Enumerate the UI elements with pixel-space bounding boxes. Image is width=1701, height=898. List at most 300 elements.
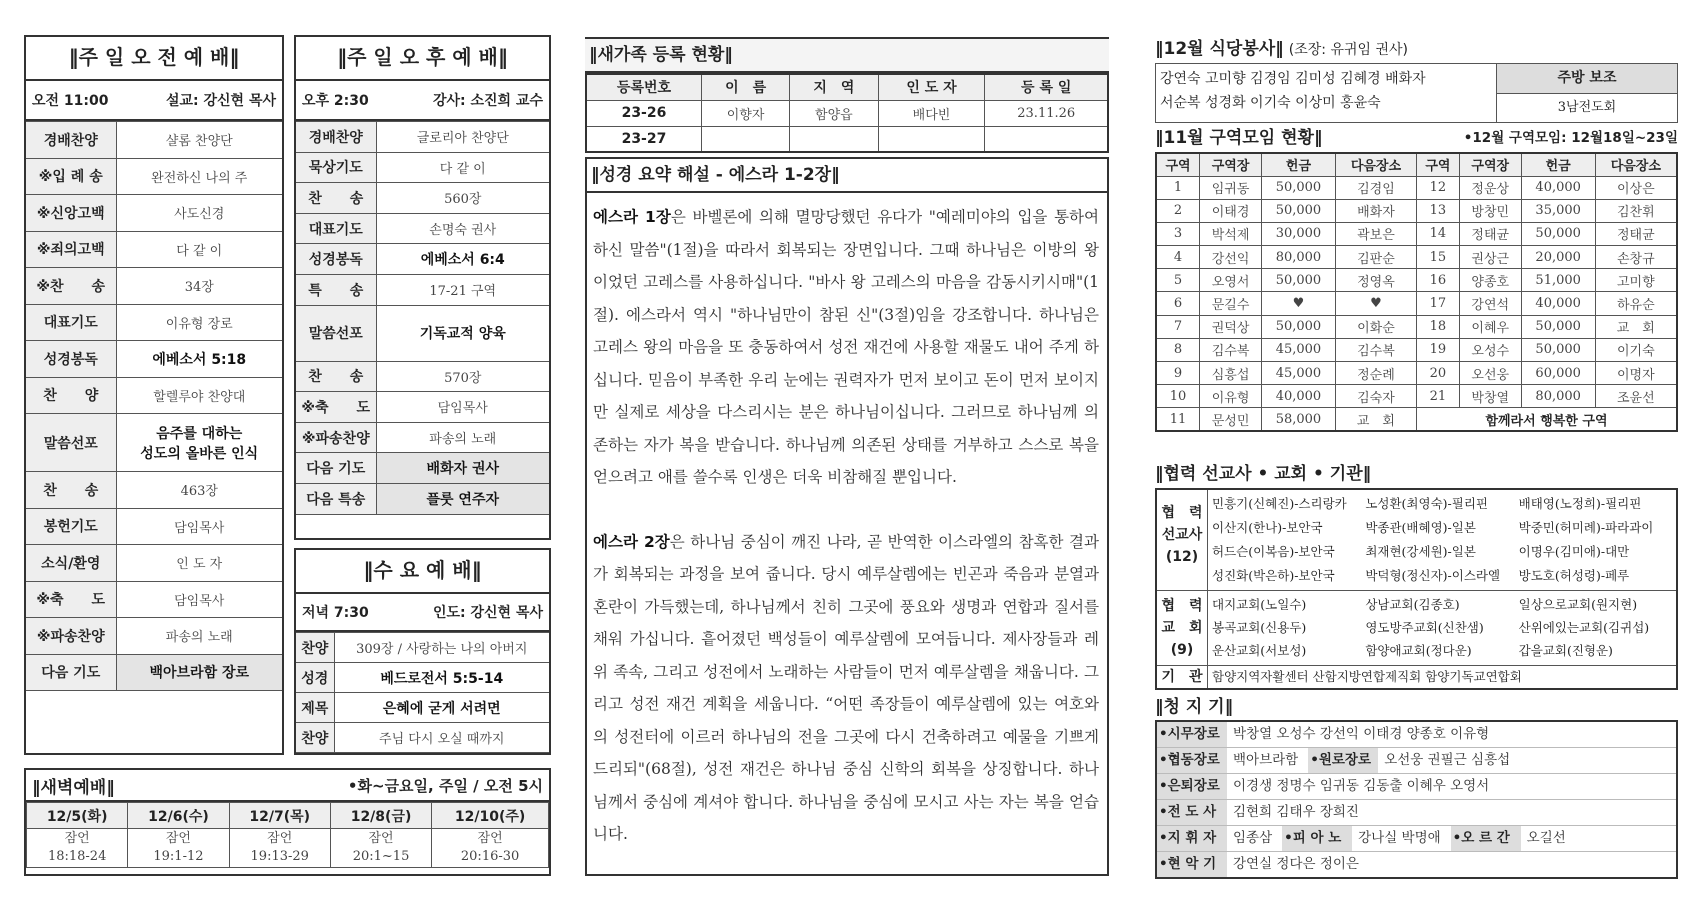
district-cell: 오선웅 — [1459, 362, 1521, 385]
new-family-cell: 23-26 — [586, 100, 701, 126]
dawn-verse: 19:1-12 — [153, 849, 204, 864]
new-family-cell — [985, 126, 1108, 152]
order-label: ※축 도 — [296, 392, 376, 423]
order-value: 17-21 구역 — [376, 274, 549, 305]
order-value: 손명숙 권사 — [376, 213, 549, 244]
district-cell: 권상근 — [1459, 246, 1521, 269]
order-value: 담임목사 — [116, 508, 282, 545]
officer-row — [1157, 852, 1676, 877]
new-family-cell: 23.11.26 — [985, 100, 1108, 126]
district-cell: 30,000 — [1262, 222, 1336, 245]
morning-worship-title: ‖주 일 오 전 예 배‖ — [26, 37, 282, 81]
district-cell: 6 — [1156, 292, 1200, 315]
district-cell: 13 — [1416, 199, 1459, 222]
org-row — [1157, 666, 1676, 688]
officer-label: •협동장로 — [1157, 748, 1227, 773]
morning-order-table — [26, 121, 282, 691]
district-title: ‖11월 구역모임 현황‖ — [1155, 128, 1323, 148]
mission-entry: 봉곡교회(신용두) — [1212, 620, 1307, 635]
district-cell: 18 — [1416, 315, 1459, 338]
district-col-header: 다음장소 — [1335, 153, 1416, 176]
order-label: 말씀선포 — [296, 305, 376, 361]
district-cell: 19 — [1416, 338, 1459, 361]
district-cell: 40,000 — [1521, 292, 1595, 315]
order-label: 말씀선포 — [26, 414, 116, 472]
kitchen-header — [1155, 35, 1678, 63]
officer-label: •피 아 노 — [1282, 826, 1352, 851]
officer-label: •전 도 사 — [1157, 800, 1227, 825]
district-row — [1156, 338, 1677, 361]
bible-ezra-1-text: 은 바벨론에 의해 멸망당했던 유다가 "예레미야의 입을 통하여 하신 말씀"(1절)을 따라서 회복되는 장면입니다. 그때 하나님은 이방의 왕이었던 고레스를 사용하십니다. "바사 왕 고레스의 마음을 감동시키시매"(1절). 에스라서 역시 "하나님만이 참된 신"(3절)임을 강조합니다. 하나님은 고레스 왕의 마음을 또 충동하여서 성전 재건에 사용할 재물도 내어 주게 하십니다. 믿음이 부족한 우리 눈에는 권력자가 먼저 보이고 돈이 먼저 보이지만 실제로 세상을 다스리시는 분은 하나님이십니다. 그러므로 하나님께 의존하는 자가 복을 받습니다. 하나님께 의존된 상태를 거부하고 스스로 복을 얻으려고 애를 쓸수록 인생은 더욱 비참해질 뿐입니다. — [593, 208, 1099, 486]
district-cell: 교 회 — [1335, 408, 1416, 431]
mission-entry: 일상으로교회(원지현) — [1518, 597, 1638, 612]
district-cell: 오영서 — [1200, 269, 1262, 292]
district-col-header: 헌금 — [1262, 153, 1336, 176]
district-cell: 정순례 — [1335, 362, 1416, 385]
officers-title: ‖청 지 기‖ — [1155, 697, 1234, 717]
kitchen-names — [1156, 64, 1497, 122]
order-label: 다음 기도 — [296, 453, 376, 484]
bible-ezra-1-heading: 에스라 1장 — [593, 208, 671, 226]
district-cell: 1 — [1156, 176, 1200, 199]
order-value: 담임목사 — [376, 392, 549, 423]
district-cell: 3 — [1156, 222, 1200, 245]
district-cell: 10 — [1156, 385, 1200, 408]
order-label: ※파송찬양 — [296, 422, 376, 453]
district-cell: 15 — [1416, 246, 1459, 269]
dawn-reading — [432, 829, 549, 868]
mission-section — [1155, 460, 1678, 692]
order-value: 다 같 이 — [376, 152, 549, 183]
new-family-cell: 함양읍 — [790, 100, 878, 126]
kitchen-title: ‖12월 식당봉사‖ — [1155, 39, 1284, 59]
district-col-header: 구역장 — [1459, 153, 1521, 176]
morning-worship-header — [26, 81, 282, 121]
mission-entry: 박종관(배혜영)-일본 — [1365, 520, 1476, 535]
dawn-day: 12/7(목) — [229, 803, 330, 829]
officer-names: 김현희 김태우 장희진 — [1233, 804, 1359, 820]
officer-names: 백아브라함 — [1233, 752, 1299, 768]
order-label: 성경봉독 — [26, 341, 116, 378]
new-family-row — [586, 100, 1108, 126]
order-row — [26, 341, 282, 378]
order-label: ※신앙고백 — [26, 195, 116, 232]
order-value: 베드로전서 5:5-14 — [334, 663, 549, 693]
district-cell: 박석제 — [1200, 222, 1262, 245]
dawn-reading — [229, 829, 330, 868]
new-family-header — [586, 74, 1108, 100]
district-cell: 2 — [1156, 199, 1200, 222]
mission-entry: 박중민(허미례)-파라과이 — [1518, 520, 1654, 535]
new-family-cell — [878, 126, 985, 152]
officers-section — [1155, 694, 1678, 878]
order-row — [26, 195, 282, 232]
order-label: 찬 양 — [26, 377, 116, 414]
mission-grid-row — [1212, 492, 1672, 516]
dawn-verse: 20:16-30 — [460, 849, 520, 864]
new-family-table — [585, 73, 1109, 153]
order-row — [296, 213, 549, 244]
order-label: ※축 도 — [26, 581, 116, 618]
afternoon-time: 오후 2:30 — [302, 93, 369, 109]
district-cell: 50,000 — [1262, 199, 1336, 222]
district-col-header: 다음장소 — [1595, 153, 1677, 176]
order-row — [296, 483, 549, 514]
order-value: 기독교적 양육 — [376, 305, 549, 361]
mission-entry: 대지교회(노일수) — [1212, 597, 1307, 612]
district-row — [1156, 315, 1677, 338]
district-cell: 40,000 — [1262, 385, 1336, 408]
order-row — [26, 472, 282, 509]
order-row — [26, 654, 282, 691]
org-label: 기 관 — [1157, 666, 1208, 688]
order-row — [296, 453, 549, 484]
bible-summary-title: ‖성경 요약 해설 - 에스라 1-2장‖ — [587, 159, 1107, 193]
district-cell: 21 — [1416, 385, 1459, 408]
mission-title: ‖협력 선교사 • 교회 • 기관‖ — [1155, 464, 1372, 484]
kitchen-names-row-1: 강연숙 고미향 김경임 김미성 김혜경 배화자 — [1160, 71, 1426, 87]
district-cell: 이기숙 — [1595, 338, 1677, 361]
officer-names: 오선웅 권필근 심흥섭 — [1384, 752, 1511, 768]
dawn-worship-title: ‖새벽예배‖ — [32, 777, 115, 798]
afternoon-worship-box — [294, 35, 551, 540]
dawn-verse: 18:18-24 — [47, 849, 107, 864]
order-label: 성경봉독 — [296, 244, 376, 275]
officers-table — [1155, 720, 1678, 879]
mission-grid-row — [1212, 540, 1672, 564]
district-cell: 이혜우 — [1459, 315, 1521, 338]
church-row — [1157, 591, 1676, 666]
order-label: ※죄의고백 — [26, 231, 116, 268]
dawn-table — [26, 802, 549, 868]
mission-entry: 민흥기(신혜진)-스리랑카 — [1212, 496, 1347, 511]
district-cell: 5 — [1156, 269, 1200, 292]
order-label: 특 송 — [296, 274, 376, 305]
dawn-schedule: •화~금요일, 주일 / 오전 5시 — [347, 776, 543, 795]
dawn-book: 잠언 — [368, 831, 394, 846]
district-footer: 함께라서 행복한 구역 — [1416, 408, 1677, 431]
district-cell: 80,000 — [1521, 385, 1595, 408]
kitchen-table — [1155, 63, 1678, 123]
officer-row — [1157, 800, 1676, 826]
district-cell: 45,000 — [1262, 338, 1336, 361]
wednesday-time: 저녁 7:30 — [302, 605, 369, 621]
bible-paragraph-1 — [593, 201, 1099, 494]
order-row — [296, 422, 549, 453]
district-cell: 45,000 — [1262, 362, 1336, 385]
officer-label: •시무장로 — [1157, 722, 1227, 747]
district-cell: 7 — [1156, 315, 1200, 338]
order-row — [26, 414, 282, 472]
district-col-header: 구역장 — [1200, 153, 1262, 176]
dawn-reading — [330, 829, 431, 868]
order-value: 담임목사 — [116, 581, 282, 618]
officer-names: 이경생 정명수 임귀동 김동출 이혜우 오영서 — [1233, 778, 1490, 794]
order-label: ※파송찬양 — [26, 618, 116, 655]
district-cell: 배화자 — [1335, 199, 1416, 222]
new-family-cell: 배다빈 — [878, 100, 985, 126]
bible-summary-text — [587, 193, 1107, 851]
mission-grid-row — [1212, 593, 1672, 616]
order-label: 제목 — [296, 693, 334, 723]
district-col-header: 구역 — [1416, 153, 1459, 176]
order-label: 다음 특송 — [296, 483, 376, 514]
mission-entry: 허드슨(이복음)-보안국 — [1212, 544, 1335, 559]
district-cell: 심흥섭 — [1200, 362, 1262, 385]
org-list: 함양지역자활센터 산함지방연합제직회 함양기독교연합회 — [1212, 669, 1522, 684]
order-value: 백아브라함 장로 — [116, 654, 282, 691]
new-family-title: ‖새가족 등록 현황‖ — [585, 37, 1109, 73]
order-row — [26, 545, 282, 582]
morning-worship-box — [24, 35, 284, 755]
order-value: 309장 / 사랑하는 나의 아버지 — [334, 633, 549, 663]
district-cell: ♥ — [1335, 292, 1416, 315]
district-cell: 80,000 — [1262, 246, 1336, 269]
order-value: 파송의 노래 — [116, 618, 282, 655]
order-row — [26, 122, 282, 159]
officer-names: 박창열 오성수 강선익 이태경 양종호 이유형 — [1233, 726, 1490, 742]
order-value: 음주를 대하는 성도의 올바른 인식 — [116, 414, 282, 472]
district-cell: 교 회 — [1595, 315, 1677, 338]
morning-time: 오전 11:00 — [32, 93, 109, 109]
dawn-day: 12/6(수) — [128, 803, 229, 829]
district-cell: 정운상 — [1459, 176, 1521, 199]
district-cell: 방창민 — [1459, 199, 1521, 222]
order-row — [26, 581, 282, 618]
district-cell: 강선익 — [1200, 246, 1262, 269]
morning-preacher: 설교: 강신현 목사 — [165, 93, 276, 109]
missionary-row — [1157, 490, 1676, 591]
order-value: 463장 — [116, 472, 282, 509]
bible-paragraph-2 — [593, 526, 1099, 851]
district-row — [1156, 246, 1677, 269]
dawn-day: 12/10(주) — [432, 803, 549, 829]
order-row — [296, 122, 549, 153]
district-cell: 오성수 — [1459, 338, 1521, 361]
officer-label: •오 르 간 — [1451, 826, 1521, 851]
order-row — [296, 663, 549, 693]
officer-row — [1157, 722, 1676, 748]
dawn-reading — [128, 829, 229, 868]
new-family-row — [586, 126, 1108, 152]
officer-names: 강연실 정다은 정이은 — [1233, 856, 1359, 872]
order-value: 34장 — [116, 268, 282, 305]
district-cell: 40,000 — [1521, 176, 1595, 199]
district-cell: 김찬휘 — [1595, 199, 1677, 222]
district-cell: 정영옥 — [1335, 269, 1416, 292]
order-row — [26, 231, 282, 268]
new-family-col-header: 등록번호 — [586, 74, 701, 100]
afternoon-worship-title: ‖주 일 오 후 예 배‖ — [296, 37, 549, 81]
dawn-book: 잠언 — [267, 831, 293, 846]
missionary-list — [1208, 490, 1676, 590]
district-cell: 김수복 — [1200, 338, 1262, 361]
church-label: 협 력 교 회 (9) — [1157, 591, 1208, 665]
order-value: 다 같 이 — [116, 231, 282, 268]
district-cell: 강연석 — [1459, 292, 1521, 315]
district-cell: 박창열 — [1459, 385, 1521, 408]
order-value: 570장 — [376, 361, 549, 392]
order-label: 대표기도 — [26, 304, 116, 341]
district-header — [1155, 124, 1678, 152]
district-col-header: 헌금 — [1521, 153, 1595, 176]
dawn-reading — [27, 829, 128, 868]
missionary-label: 협 력 선교사 (12) — [1157, 490, 1208, 590]
district-cell: 고미향 — [1595, 269, 1677, 292]
district-cell: 김숙자 — [1335, 385, 1416, 408]
district-cell: 20,000 — [1521, 246, 1595, 269]
district-row — [1156, 385, 1677, 408]
order-value: 글로리아 찬양단 — [376, 122, 549, 153]
kitchen-assist — [1497, 64, 1677, 122]
dawn-day: 12/8(금) — [330, 803, 431, 829]
district-cell: 권덕상 — [1200, 315, 1262, 338]
mission-entry: 영도방주교회(신찬샘) — [1365, 620, 1484, 635]
district-header-row — [1156, 153, 1677, 176]
district-cell: 이유형 — [1200, 385, 1262, 408]
new-family-cell: 23-27 — [586, 126, 701, 152]
order-label: 대표기도 — [296, 213, 376, 244]
dawn-verse: 20:1~15 — [352, 849, 410, 864]
afternoon-worship-header — [296, 81, 549, 121]
kitchen-names-row-2: 서순복 성경화 이기숙 이상미 홍윤숙 — [1160, 95, 1381, 111]
district-cell: 50,000 — [1521, 338, 1595, 361]
order-label: 다음 기도 — [26, 654, 116, 691]
order-row — [296, 244, 549, 275]
order-value: 은혜에 굳게 서려면 — [334, 693, 549, 723]
dawn-body-row — [27, 829, 549, 868]
district-cell: 20 — [1416, 362, 1459, 385]
order-row — [296, 633, 549, 663]
mission-grid-row — [1212, 564, 1672, 588]
new-family-col-header: 등 록 일 — [985, 74, 1108, 100]
district-col-header: 구역 — [1156, 153, 1200, 176]
district-cell: 양종호 — [1459, 269, 1521, 292]
mission-entry: 노성환(최영숙)-필리핀 — [1365, 496, 1488, 511]
order-value: 560장 — [376, 183, 549, 214]
district-cell: 4 — [1156, 246, 1200, 269]
new-family-cell: 이향자 — [701, 100, 789, 126]
district-cell: 50,000 — [1262, 176, 1336, 199]
officer-label: •현 악 기 — [1157, 852, 1227, 877]
order-value: 주님 다시 오실 때까지 — [334, 723, 549, 753]
dawn-verse: 19:13-29 — [250, 849, 309, 864]
order-row — [26, 618, 282, 655]
mission-entry: 운산교회(서보성) — [1212, 643, 1307, 658]
district-cell: 11 — [1156, 408, 1200, 431]
mission-entry: 최재현(강세원)-일본 — [1365, 544, 1476, 559]
dawn-book: 잠언 — [477, 831, 503, 846]
kitchen-leader: (조장: 유귀임 권사) — [1288, 42, 1408, 58]
order-row — [296, 305, 549, 361]
district-row — [1156, 408, 1677, 431]
order-label: 찬양 — [296, 723, 334, 753]
officer-label: •원로장로 — [1308, 748, 1378, 773]
district-cell: 김수복 — [1335, 338, 1416, 361]
order-label: ※찬 송 — [26, 268, 116, 305]
wednesday-order-table — [296, 632, 549, 753]
mission-entry: 배태영(노정희)-필리핀 — [1518, 496, 1642, 511]
order-value: 이유형 장로 — [116, 304, 282, 341]
order-label: 찬 송 — [26, 472, 116, 509]
district-cell: 8 — [1156, 338, 1200, 361]
district-cell: 50,000 — [1521, 315, 1595, 338]
order-value: 배화자 권사 — [376, 453, 549, 484]
kitchen-assist-label: 주방 보조 — [1497, 64, 1677, 94]
district-cell: 60,000 — [1521, 362, 1595, 385]
district-cell: 17 — [1416, 292, 1459, 315]
new-family-cell — [701, 126, 789, 152]
district-cell: 김판순 — [1335, 246, 1416, 269]
order-label: 찬 송 — [296, 361, 376, 392]
district-cell: 문길수 — [1200, 292, 1262, 315]
officer-row — [1157, 826, 1676, 852]
district-cell: 9 — [1156, 362, 1200, 385]
mission-entry: 박덕형(정신자)-이스라엘 — [1365, 568, 1501, 583]
mission-entry: 갑을교회(진형운) — [1518, 643, 1613, 658]
order-value: 샬롬 찬양단 — [116, 122, 282, 159]
district-cell: 이상은 — [1595, 176, 1677, 199]
order-row — [296, 183, 549, 214]
district-cell: 김경임 — [1335, 176, 1416, 199]
order-row — [296, 723, 549, 753]
district-cell: 51,000 — [1521, 269, 1595, 292]
order-label: 경배찬양 — [296, 122, 376, 153]
bible-summary-box — [585, 157, 1109, 876]
order-label: 성경 — [296, 663, 334, 693]
order-row — [26, 377, 282, 414]
district-row — [1156, 199, 1677, 222]
order-row — [296, 693, 549, 723]
dawn-book: 잠언 — [165, 831, 191, 846]
district-row — [1156, 176, 1677, 199]
dawn-header-row — [27, 803, 549, 829]
mission-table — [1155, 488, 1678, 690]
officer-names: 강나실 박명애 — [1358, 830, 1441, 846]
district-cell: 곽보은 — [1335, 222, 1416, 245]
order-value: 사도신경 — [116, 195, 282, 232]
district-cell: 정태균 — [1459, 222, 1521, 245]
church-list — [1208, 591, 1676, 665]
district-next: •12월 구역모임: 12월18일~23일 — [1463, 130, 1678, 146]
district-cell: 문성민 — [1200, 408, 1262, 431]
new-family-col-header: 지 역 — [790, 74, 878, 100]
district-cell: 14 — [1416, 222, 1459, 245]
order-label: 찬양 — [296, 633, 334, 663]
afternoon-order-table — [296, 121, 549, 515]
district-cell: 35,000 — [1521, 199, 1595, 222]
officer-label: •은퇴장로 — [1157, 774, 1227, 799]
order-row — [26, 304, 282, 341]
dawn-day: 12/5(화) — [27, 803, 128, 829]
district-cell: 임귀동 — [1200, 176, 1262, 199]
order-value: 플룻 연주자 — [376, 483, 549, 514]
officer-row — [1157, 774, 1676, 800]
mission-entry: 함양애교회(정다운) — [1365, 643, 1472, 658]
district-cell: 58,000 — [1262, 408, 1336, 431]
order-value: 할렐루야 찬양대 — [116, 377, 282, 414]
wednesday-leader: 인도: 강신현 목사 — [432, 605, 543, 621]
new-family-section — [585, 37, 1109, 155]
district-cell: 16 — [1416, 269, 1459, 292]
bible-ezra-2-heading: 에스라 2장 — [593, 532, 670, 551]
district-cell: 50,000 — [1521, 222, 1595, 245]
officer-row — [1157, 748, 1676, 774]
district-row — [1156, 269, 1677, 292]
officer-names: 임종삼 — [1233, 830, 1273, 846]
district-cell: 이명자 — [1595, 362, 1677, 385]
order-row — [296, 152, 549, 183]
